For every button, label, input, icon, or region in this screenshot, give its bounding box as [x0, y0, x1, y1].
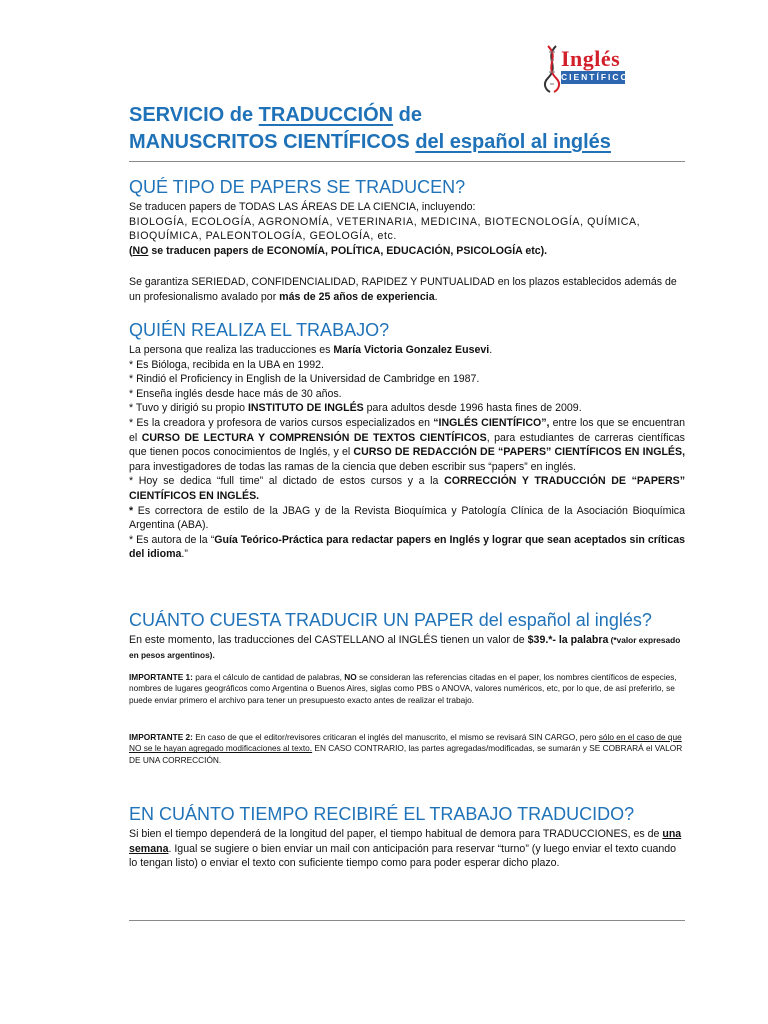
- section-heading-tipos: QUÉ TIPO DE PAPERS SE TRADUCEN?: [129, 177, 466, 197]
- text-line: Se traducen papers de TODAS LAS ÁREAS DE LA CIENCIA, incluyendo:: [129, 201, 476, 213]
- text-line: * Es la creadora y profesora de varios cursos especializados en “INGLÉS CIENTÍFICO”, entre los que se encuentran el CURSO DE LECTURA Y COMPRENSIÓN DE TEXTOS CIENTÍFICOS, para estudiantes de carreras científicas que tienen pocos conocimientos de Inglés, y el CURSO DE REDACCIÓN DE “PAPERS” CIENTÍFICOS EN INGLÉS, para investigadores de todas las ramas de la ciencia que deben escribir sus “papers” en inglés.: [129, 416, 686, 473]
- text-line: La persona que realiza las traducciones es María Victoria Gonzalez Eusevi.: [129, 344, 493, 356]
- page-title: [129, 102, 611, 156]
- title-divider: [129, 161, 685, 162]
- logo-subtitle: CIENTÍFICO: [561, 72, 630, 82]
- note-importante-1: IMPORTANTE 1: para el cálculo de cantidad de palabras, NO se consideran las referencias citadas en el paper, los nombres científicos de especies, nombres de lugares geográficos como Argentina o Buenos Aires, siglas como PBS o ANOVA, valores numéricos, etc, por lo que, de así preferirlo, se puede enviar primero el archivo para tener un presupuesto exacto antes de realizar el trabajo.: [129, 672, 677, 705]
- title-line-1: SERVICIO de TRADUCCIÓN de: [129, 104, 423, 126]
- text-line: * Es correctora de estilo de la JBAG y de la Revista Bioquímica y Patología Clínica de la Asociación Bioquímica Argentina (ABA).: [129, 504, 685, 532]
- section-heading-quien: QUIÉN REALIZA EL TRABAJO?: [129, 320, 390, 340]
- section-body-quien: [129, 343, 685, 562]
- text-line: BIOQUÍMICA, PALEONTOLOGÍA, GEOLOGÍA, etc.: [129, 230, 397, 243]
- section-guarantee: [129, 275, 685, 304]
- text-line: BIOLOGÍA, ECOLOGÍA, AGRONOMÍA, VETERINARIA, MEDICINA, BIOTECNOLOGÍA, QUÍMICA,: [129, 215, 641, 228]
- footer-divider: [129, 920, 685, 921]
- text-line: Se garantiza SERIEDAD, CONFIDENCIALIDAD, RAPIDEZ Y PUNTUALIDAD en los plazos establecidos además de un profesionalismo avalado por más de 25 años de experiencia.: [129, 276, 677, 303]
- title-line-2: MANUSCRITOS CIENTÍFICOS del español al inglés: [129, 131, 611, 153]
- ingles-cientifico-logo: [540, 44, 630, 94]
- section-heading-tiempo: EN CUÁNTO TIEMPO RECIBIRÉ EL TRABAJO TRADUCIDO?: [129, 804, 635, 824]
- text-line: (NO se traducen papers de ECONOMÍA, POLÍTICA, EDUCACIÓN, PSICOLOGÍA etc).: [129, 244, 548, 257]
- logo-word: Inglés: [561, 46, 621, 71]
- text-line: En este momento, las traducciones del CASTELLANO al INGLÉS tienen un valor de $39.*- la palabra (*valor expresado en pesos argentinos).: [129, 634, 681, 660]
- note-importante-2: IMPORTANTE 2: En caso de que el editor/revisores criticaran el inglés del manuscrito, el mismo se revisará SIN CARGO, pero sólo en el caso de que NO se le hayan agregado modificaciones al texto. EN CASO CONTRARIO, las partes agregadas/modificadas, se sumarán y SE COBRARÁ el VALOR DE UNA CORRECCIÓN.: [129, 732, 683, 765]
- section-heading-costo: CUÁNTO CUESTA TRADUCIR UN PAPER del español al inglés?: [129, 610, 652, 630]
- section-body-tipos: [129, 200, 685, 258]
- text-line: * Rindió el Proficiency in English de la Universidad de Cambridge en 1987.: [129, 373, 480, 386]
- section-body-tiempo: [129, 827, 685, 871]
- text-line: * Es autora de la “Guía Teórico-Práctica para redactar papers en Inglés y lograr que sean aceptados sin críticas del idioma.”: [129, 533, 685, 561]
- text-line: * Tuvo y dirigió su propio INSTITUTO DE INGLÉS para adultos desde 1996 hasta fines de 2009.: [129, 402, 582, 415]
- text-line: * Hoy se dedica “full time” al dictado de estos cursos y a la CORRECCIÓN Y TRADUCCIÓN DE “PAPERS” CIENTÍFICOS EN INGLÉS.: [129, 475, 685, 502]
- text-line: * Es Bióloga, recibida en la UBA en 1992.: [129, 358, 324, 371]
- text-line: Si bien el tiempo dependerá de la longitud del paper, el tiempo habitual de demora para TRADUCCIONES, es de una semana. Igual se sugiere o bien enviar un mail con anticipación para reservar “turno” (y luego enviar el texto cuando lo tengan listo) o enviar el texto con suficiente tiempo como para poder esperar dicho plazo.: [129, 828, 682, 870]
- section-body-costo: [129, 633, 685, 662]
- text-line: * Enseña inglés desde hace más de 30 años.: [129, 387, 342, 400]
